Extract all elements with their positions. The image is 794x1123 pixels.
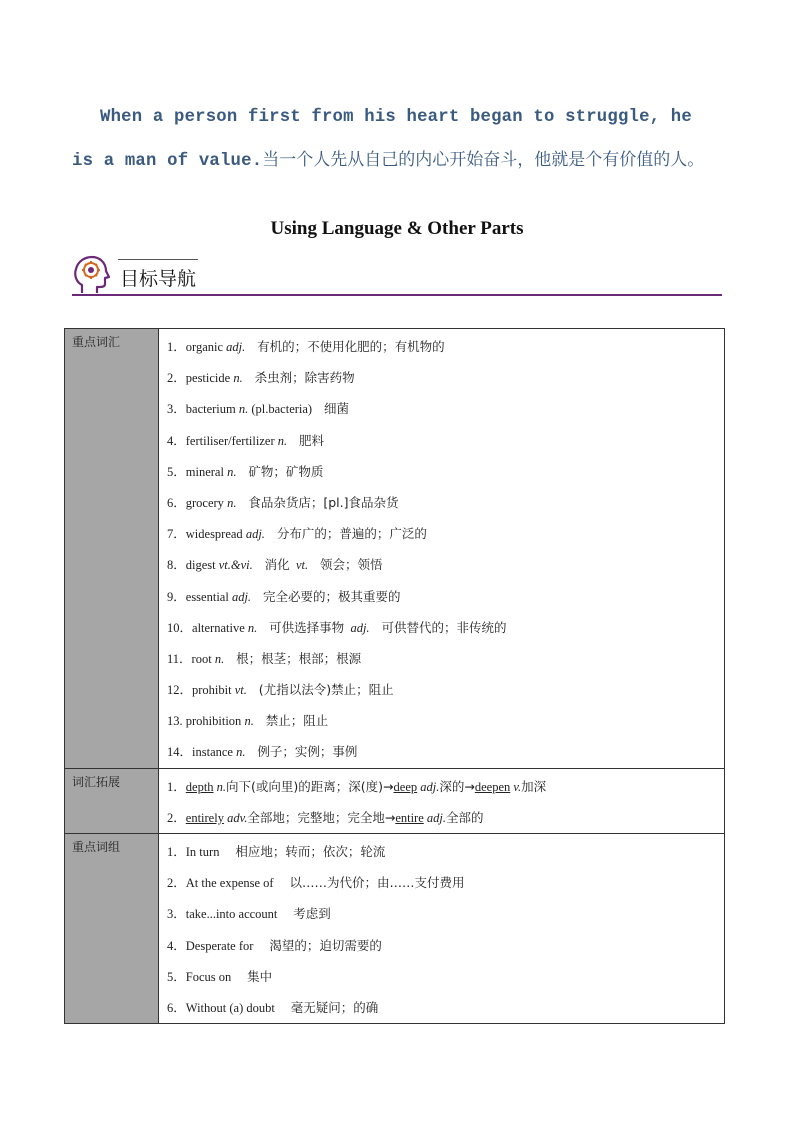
list-item bbox=[167, 705, 724, 736]
meaning: 集中 bbox=[231, 968, 273, 984]
core-vocab-row bbox=[65, 329, 725, 769]
target-navigation-title: 目标导航 bbox=[120, 268, 197, 290]
meaning: 例子；实例；事例 bbox=[245, 744, 358, 760]
part-of-speech: adv. bbox=[223, 810, 248, 825]
meaning: 细菌 bbox=[312, 401, 350, 417]
meaning: 禁止；阻止 bbox=[253, 713, 329, 729]
meaning: 考虑到 bbox=[277, 906, 331, 922]
header-top-rule bbox=[118, 259, 198, 260]
list-item bbox=[167, 802, 724, 833]
meaning: 矿物；矿物质 bbox=[236, 463, 324, 479]
part-of-speech: n. bbox=[238, 402, 249, 417]
part-of-speech: n. bbox=[213, 779, 227, 794]
phrase: In turn bbox=[185, 845, 220, 859]
part-of-speech: n. bbox=[247, 620, 258, 635]
vocab-word: mineral bbox=[185, 464, 228, 479]
part-of-speech: n. bbox=[227, 495, 237, 510]
part-of-speech: n. bbox=[233, 371, 243, 386]
vocabulary-table bbox=[64, 328, 725, 1024]
meaning: 食品杂货店；[pl.]食品杂货 bbox=[236, 494, 399, 510]
item-number: 5． bbox=[167, 464, 186, 479]
meaning: 以……为代价；由……支付费用 bbox=[273, 875, 465, 891]
part-of-speech: adj. bbox=[226, 340, 246, 354]
item-number: 12． bbox=[167, 683, 193, 698]
vocab-word: fertiliser/fertilizer bbox=[185, 433, 278, 448]
part-of-speech: n. bbox=[236, 745, 246, 760]
vocab-word: alternative bbox=[192, 620, 248, 635]
item-number: 3． bbox=[167, 907, 186, 922]
item-number: 1． bbox=[167, 779, 186, 794]
meaning: 深的→ bbox=[439, 778, 475, 794]
meaning: (尤指以法令)禁止；阻止 bbox=[246, 682, 394, 698]
category-cell: 重点词汇 bbox=[65, 329, 159, 769]
item-number: 13. bbox=[167, 714, 186, 729]
meaning: 向下(或向里)的距离；深(度)→ bbox=[226, 778, 394, 794]
part-of-speech: adj. bbox=[245, 527, 265, 542]
meaning: 相应地；转而；依次；轮流 bbox=[219, 844, 386, 859]
item-number: 8． bbox=[167, 558, 186, 573]
meaning: 完全必要的；极其重要的 bbox=[251, 588, 401, 604]
meaning: 毫无疑问；的确 bbox=[274, 999, 379, 1015]
vocab-word: digest bbox=[185, 558, 219, 573]
meaning: 领会；领悟 bbox=[308, 557, 383, 573]
vocab-word: prohibit bbox=[192, 683, 235, 698]
list-item bbox=[167, 518, 724, 549]
list-item bbox=[167, 930, 724, 961]
item-number: 1． bbox=[167, 340, 186, 354]
list-item bbox=[167, 643, 724, 674]
list-item bbox=[167, 736, 724, 767]
item-number: 9． bbox=[167, 589, 186, 604]
part-of-speech: vt. bbox=[234, 683, 247, 698]
meaning: 根；根茎；根部；根源 bbox=[224, 650, 362, 666]
part-of-speech: n. bbox=[214, 651, 225, 666]
derived-word: entire bbox=[395, 810, 424, 825]
list-item bbox=[167, 487, 724, 518]
meaning: 可供选择事物 bbox=[257, 619, 345, 635]
part-of-speech: vt.&vi. bbox=[218, 558, 253, 573]
item-number: 2． bbox=[167, 810, 186, 825]
meaning: 杀虫剂；除害药物 bbox=[242, 370, 355, 386]
item-number: 4． bbox=[167, 433, 186, 448]
item-number: 6． bbox=[167, 495, 186, 510]
item-number: 10． bbox=[167, 620, 193, 635]
list-item bbox=[167, 331, 724, 362]
vocab-word: widespread bbox=[185, 527, 246, 542]
vocab-expand-items bbox=[159, 768, 725, 833]
item-number: 11． bbox=[167, 651, 192, 666]
phrase: At the expense of bbox=[185, 876, 274, 891]
phrase: Focus on bbox=[185, 969, 232, 984]
phrase: Without (a) doubt bbox=[185, 1000, 275, 1015]
derived-word: depth bbox=[185, 779, 214, 794]
meaning: 分布广的；普遍的；广泛的 bbox=[264, 526, 427, 542]
phrase-items bbox=[159, 834, 725, 1024]
item-number: 5． bbox=[167, 969, 186, 984]
meaning: 全部地；完整地；完全地→ bbox=[247, 809, 396, 825]
vocab-word: prohibition bbox=[185, 714, 245, 729]
quote-chinese: 当一个人先从自己的内心开始奋斗，他就是个有价值的人。 bbox=[262, 150, 705, 170]
list-item bbox=[167, 425, 724, 456]
part-of-speech: n. bbox=[227, 464, 237, 479]
target-navigation-header bbox=[72, 253, 722, 297]
item-number: 3． bbox=[167, 402, 186, 417]
item-number: 2． bbox=[167, 876, 186, 891]
vocab-expand-row bbox=[65, 768, 725, 833]
meaning: 加深 bbox=[521, 778, 547, 794]
item-number: 1． bbox=[167, 845, 186, 859]
part-of-speech: v. bbox=[510, 779, 522, 794]
list-item bbox=[167, 898, 724, 929]
vocab-word: bacterium bbox=[185, 402, 239, 417]
core-vocab-items bbox=[159, 329, 725, 769]
meaning: 肥料 bbox=[287, 432, 325, 448]
phrases-row bbox=[65, 834, 725, 1024]
part-of-speech: adj. bbox=[423, 810, 447, 825]
derived-word: entirely bbox=[185, 810, 224, 825]
part-of-speech: adj. bbox=[344, 620, 370, 635]
part-of-speech: adj. bbox=[231, 589, 252, 604]
part-of-speech: vt. bbox=[289, 558, 309, 573]
item-number: 6． bbox=[167, 1000, 186, 1015]
meaning: 全部的 bbox=[446, 809, 484, 825]
vocab-word: organic bbox=[185, 340, 227, 354]
phrase: Desperate for bbox=[185, 938, 254, 953]
list-item bbox=[167, 612, 724, 643]
list-item bbox=[167, 362, 724, 393]
list-item bbox=[167, 836, 724, 867]
list-item bbox=[167, 867, 724, 898]
item-number: 2． bbox=[167, 371, 186, 386]
list-item bbox=[167, 771, 724, 802]
vocab-word: grocery bbox=[185, 495, 228, 510]
list-item bbox=[167, 456, 724, 487]
vocab-word: essential bbox=[185, 589, 232, 604]
head-gear-icon bbox=[72, 255, 110, 295]
item-number: 4． bbox=[167, 938, 186, 953]
list-item bbox=[167, 393, 724, 424]
derived-word: deepen bbox=[474, 779, 511, 794]
part-of-speech: adj. bbox=[417, 779, 440, 794]
list-item bbox=[167, 674, 724, 705]
item-number: 7． bbox=[167, 527, 186, 542]
part-of-speech: n. bbox=[244, 714, 254, 729]
meaning: 渴望的；迫切需要的 bbox=[253, 937, 382, 953]
meaning: 消化 bbox=[252, 557, 290, 573]
list-item bbox=[167, 549, 724, 580]
item-number: 14． bbox=[167, 745, 193, 760]
motivational-quote bbox=[72, 96, 722, 183]
plural-note: (pl.bacteria) bbox=[248, 402, 313, 417]
phrase: take...into account bbox=[185, 907, 278, 922]
vocab-word: instance bbox=[192, 745, 237, 760]
category-cell: 重点词组 bbox=[65, 834, 159, 1024]
list-item bbox=[167, 961, 724, 992]
document-title: Using Language & Other Parts bbox=[270, 218, 524, 239]
vocab-word: pesticide bbox=[185, 371, 234, 386]
header-underline bbox=[72, 294, 722, 296]
meaning: 可供替代的；非传统的 bbox=[369, 619, 507, 635]
vocab-word: root bbox=[191, 651, 215, 666]
category-cell: 词汇拓展 bbox=[65, 768, 159, 833]
quote-english: When a person first from his heart began to struggle, he is a man of value. bbox=[72, 108, 692, 171]
list-item bbox=[167, 992, 724, 1023]
list-item bbox=[167, 581, 724, 612]
part-of-speech: n. bbox=[277, 433, 288, 448]
meaning: 有机的；不使用化肥的；有机物的 bbox=[245, 339, 445, 354]
derived-word: deep bbox=[393, 779, 418, 794]
